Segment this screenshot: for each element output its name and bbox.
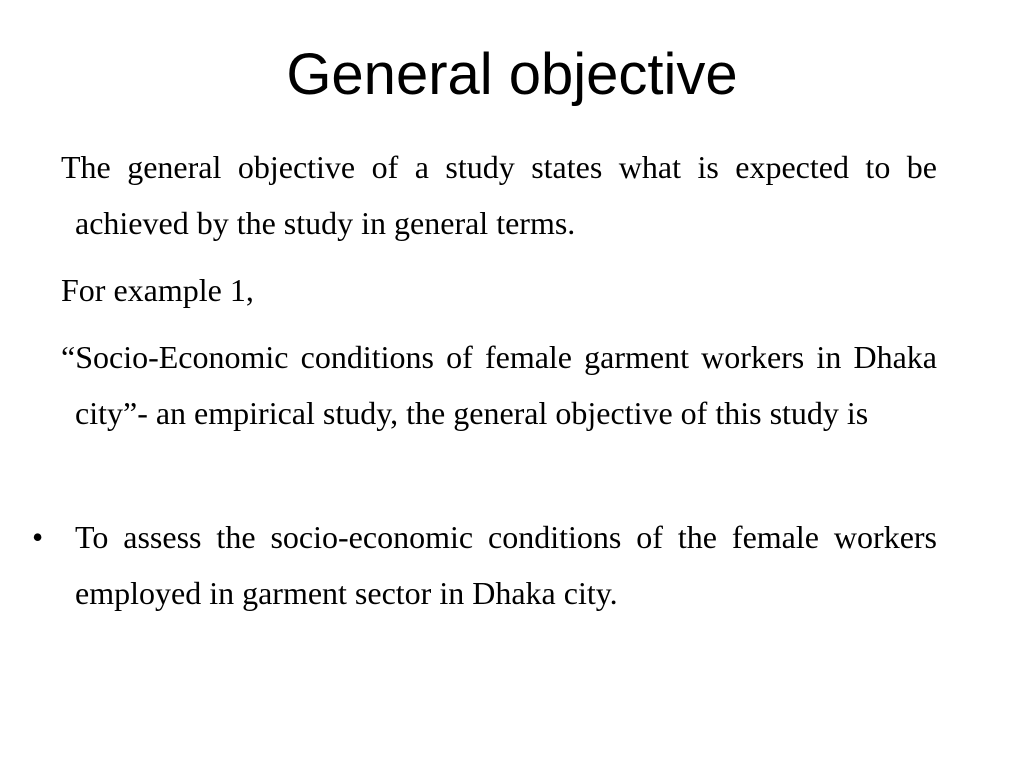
- slide-title: General objective: [286, 42, 738, 107]
- bullet-item: To assess the socio-economic conditions of the female workers employed in garment sector in Dhaka city.: [75, 519, 937, 611]
- example-label: For example 1,: [61, 272, 254, 308]
- bullet-icon: •: [32, 519, 44, 555]
- example-paragraph: “Socio-Economic conditions of female garment workers in Dhaka city”- an empirical study, the general objective of this study is: [61, 339, 937, 431]
- definition-paragraph: The general objective of a study states what is expected to be achieved by the study in general terms.: [61, 149, 937, 241]
